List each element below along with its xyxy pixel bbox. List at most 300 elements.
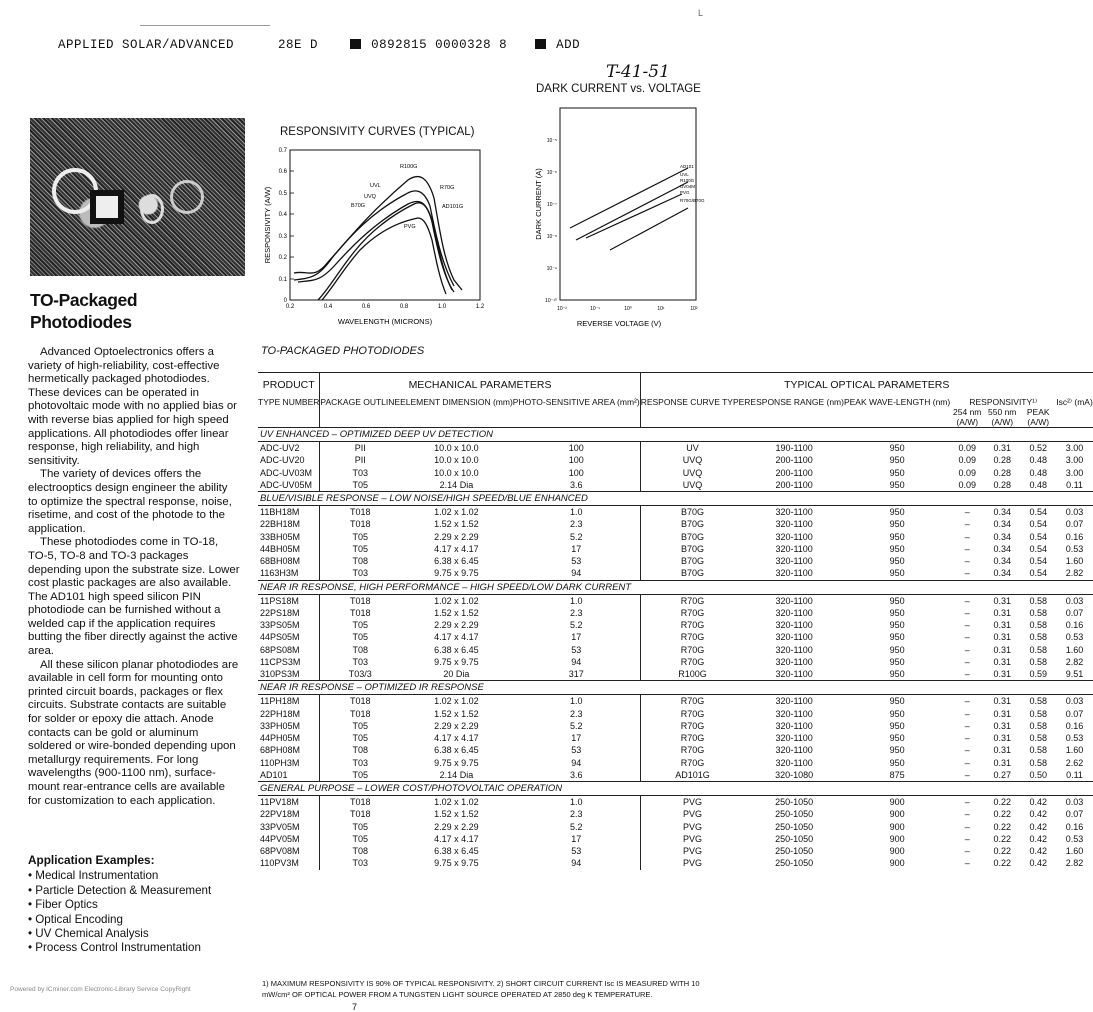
table-cell: T05 [320,619,400,631]
table-cell: 6.38 x 6.45 [434,745,479,756]
y-tick: 10⁻¹⁰ [545,298,557,304]
page-title [30,289,137,333]
table-cell: 0.16 [1065,620,1084,630]
table-cell: 0.48 [1029,479,1047,490]
table-cell: 320-1100 [775,669,813,679]
table-cell: 110PH3M [260,757,300,768]
table-cell: 0.42 [1029,797,1047,807]
table-cell: 0.22 [993,821,1012,832]
table-cell: 320-1100 [775,531,813,542]
table-cell: 0.11 [1066,769,1083,780]
table-cell: 950 [889,455,905,466]
table-row [258,668,1093,681]
table-cell: 1.02 x 1.02 [434,595,479,606]
table-cell: 5.2 [569,720,583,731]
table-cell: 950 [889,479,905,490]
table-cell: 22PV18M [260,809,300,820]
table-cell: 0.31 [993,595,1012,606]
table-cell: 10.0 x 10.0 [434,455,479,466]
table-cell: 20 Dia [443,669,470,679]
table-cell: 1.0 [569,595,583,606]
table-cell: 0.48 [1029,467,1047,478]
table-row [258,732,1093,744]
table-cell: 0.07 [1065,607,1084,618]
section-title: UV ENHANCED – OPTIMIZED DEEP UV DETECTION [258,428,1093,442]
application-item: • Medical Instrumentation [28,869,211,883]
table-cell: 5.2 [569,531,583,542]
x-tick: 10⁰ [624,306,632,312]
table-cell: T018 [320,695,400,708]
table-cell: 320-1100 [775,543,813,554]
table-cell: 100 [568,443,584,453]
col-header: 254 nm (A/W) [953,407,982,427]
table-cell: 200-1100 [775,467,813,478]
y-tick: 10⁻⁹ [546,266,557,272]
table-cell: 4.17 x 4.17 [434,733,479,743]
table-cell: R70G [640,732,744,744]
table-cell: 0.54 [1029,507,1047,517]
table-cell: 950 [889,733,905,743]
table-cell: 950 [889,595,905,606]
table-cell: 0.31 [993,644,1012,655]
table-cell: 320-1100 [775,556,813,566]
table-cell: 1.60 [1065,745,1084,756]
table-cell: T018 [320,607,400,619]
table-cell: 0.53 [1065,833,1084,844]
table-cell: 0.31 [993,669,1012,679]
table-cell: 320-1100 [775,757,813,768]
table-cell: 320-1100 [775,519,813,530]
x-tick: 10¹ [657,306,665,312]
table-cell: 950 [889,507,905,517]
table-cell: – [964,519,970,530]
line-label: R70G/B70G [680,198,705,203]
table-cell: 3.00 [1065,455,1084,466]
table-cell: – [964,543,970,554]
table-cell: 0.58 [1029,607,1047,618]
table-cell: 0.31 [993,745,1012,756]
table-cell: 33PH05M [260,720,301,731]
col-header: ELEMENT DIMENSION (mm) [400,397,513,407]
table-cell: – [964,757,970,768]
table-cell: 17 [571,632,582,643]
table-cell: 0.09 [958,455,977,466]
table-cell: 320-1100 [775,507,813,517]
table-cell: 0.34 [993,519,1012,530]
table-cell: 320-1100 [775,607,813,618]
dark-ylabel: DARK CURRENT (A) [534,168,543,240]
table-cell: B70G [640,518,744,530]
col-header: RESPONSE CURVE TYPE [640,397,744,428]
company-name: APPLIED SOLAR/ADVANCED [58,38,235,52]
table-cell: – [964,595,970,606]
table-cell: 4.17 x 4.17 [434,833,479,844]
table-cell: 250-1050 [775,858,814,869]
table-cell: 0.31 [993,720,1012,731]
y-tick: 0.7 [278,148,287,154]
table-cell: 9.75 x 9.75 [434,858,479,869]
table-cell: – [964,632,970,643]
table-cell: 0.31 [993,443,1012,453]
table-cell: 6.38 x 6.45 [434,644,479,655]
header-number: 0892815 0000328 8 [371,38,508,52]
table-cell: 0.52 [1029,443,1047,453]
table-cell: 33BH05M [260,531,301,542]
col-header-responsivity [950,397,1056,428]
table-cell: T05 [320,732,400,744]
table-cell: 320-1100 [775,720,813,731]
x-tick: 0.4 [323,304,333,310]
table-cell: – [964,769,970,780]
table-row [258,833,1093,845]
header-suffix: ADD [556,38,581,52]
table-cell: 44PV05M [260,833,300,844]
table-row [258,619,1093,631]
table-cell: 250-1050 [775,821,814,832]
table-cell: – [964,620,970,630]
table-cell: 2.29 x 2.29 [434,531,479,542]
table-row [258,631,1093,643]
table-cell: 0.42 [1029,821,1047,832]
dark-line [610,208,688,250]
table-cell: 68PH08M [260,745,301,756]
table-cell: 900 [889,846,905,856]
table-cell: – [964,656,970,667]
dark-line [576,182,688,240]
table-row [258,644,1093,656]
responsivity-chart [258,140,500,335]
table-cell: B70G [640,506,744,519]
page-number: 7 [352,1002,358,1012]
col-header: PEAK (A/W) [1026,407,1050,427]
table-cell: 950 [889,519,905,530]
curve-label: AD101G [442,204,464,210]
table-section-header [258,492,1093,506]
table-row [258,821,1093,833]
table-cell: B70G [640,567,744,580]
line-label: R100G [680,178,695,183]
table-row [258,518,1093,530]
table-cell: 10.0 x 10.0 [434,467,479,478]
table-cell: R70G [640,607,744,619]
table-cell: 0.42 [1029,809,1047,820]
table-cell: 320-1100 [775,568,813,579]
table-cell: – [964,568,970,579]
table-row [258,769,1093,782]
table-cell: 3.6 [569,479,583,490]
table-cell: 950 [889,757,905,768]
table-cell: 200-1100 [775,479,813,490]
table-cell: – [964,833,970,844]
table-cell: 0.31 [993,757,1012,768]
table-cell: – [964,733,970,743]
col-header: TYPE NUMBER [258,397,320,407]
table-cell: R100G [640,668,744,681]
table-cell: PVG [640,796,744,809]
section-title: GENERAL PURPOSE – LOWER COST/PHOTOVOLTAIC OPERATION [258,782,1093,796]
table-cell: PVG [640,845,744,857]
x-tick: 1.2 [475,304,485,310]
table-row [258,845,1093,857]
table-cell: 900 [889,809,905,820]
table-row [258,708,1093,720]
table-cell: 0.31 [993,632,1012,643]
table-cell: T08 [320,845,400,857]
table-cell: 2.14 Dia [439,479,474,490]
table-cell: 0.31 [993,733,1012,743]
table-cell: 33PS05M [260,620,300,630]
table-cell: ADC-UV2 [260,443,300,453]
line-label: PVG [680,190,690,195]
table-cell: 950 [889,531,905,542]
table-cell: T05 [320,769,400,782]
title-line: Photodiodes [30,312,132,332]
table-section-header [258,428,1093,442]
table-cell: 0.09 [958,467,977,478]
application-item: • Particle Detection & Measurement [28,884,211,898]
footnote: 1) MAXIMUM RESPONSIVITY IS 90% OF TYPICAL RESPONSIVITY. 2) SHORT CIRCUIT CURRENT Isc IS MEASURED WITH 10 mW/cm² OF OPTICAL POWER FROM A TUNGSTEN LIGHT SOURCE OPERATED AT 2850 deg K TEMPERATURE. [262,979,700,999]
line-label: AD101 [680,164,694,169]
table-cell: T08 [320,644,400,656]
x-tick: 10⁻² [557,306,567,312]
table-cell: 44BH05M [260,543,301,554]
table-cell: 0.16 [1065,821,1084,832]
table-cell: – [964,858,970,869]
table-cell: 900 [889,833,905,844]
table-row [258,720,1093,732]
table-row [258,467,1093,479]
table-cell: 0.58 [1029,632,1047,643]
table-cell: 11PS18M [260,595,299,606]
table-cell: 22PH18M [260,708,301,719]
table-cell: 0.16 [1065,531,1084,542]
table-cell: T05 [320,833,400,845]
table-cell: 17 [571,833,582,844]
table-cell: R70G [640,656,744,668]
table-cell: 0.03 [1065,595,1084,606]
application-item: • Fiber Optics [28,898,211,912]
col-header: PEAK WAVE-LENGTH (nm) [843,397,951,407]
table-cell: 950 [889,696,905,707]
y-tick: 10⁻⁶ [546,170,557,176]
x-tick: 1.0 [437,304,447,310]
y-tick: 10⁻⁸ [546,234,557,240]
table-cell: 320-1100 [775,620,813,630]
table-cell: 0.34 [993,556,1012,566]
table-cell: 950 [889,644,905,655]
table-cell: 0.34 [993,507,1012,517]
table-cell: R70G [640,720,744,732]
table-row [258,442,1093,455]
table-cell: 94 [571,656,582,667]
table-cell: T05 [320,821,400,833]
table-cell: 11CPS3M [260,656,301,667]
table-row [258,808,1093,820]
table-cell: 1.02 x 1.02 [434,696,479,707]
table-cell: 200-1100 [775,455,813,466]
table-cell: 53 [571,745,582,756]
group-header: MECHANICAL PARAMETERS [320,373,640,398]
dark-line [586,194,682,238]
table-cell: 0.09 [958,479,977,490]
table-row [258,744,1093,756]
table-cell: 1.02 x 1.02 [434,797,479,807]
table-cell: 320-1100 [775,632,813,643]
curve-label: UVL [370,183,381,189]
table-row [258,479,1093,492]
table-cell: 0.22 [993,809,1012,820]
table-cell: R70G [640,594,744,607]
table-cell: 1.60 [1065,846,1084,856]
table-cell: 0.42 [1029,846,1047,856]
table-cell: 6.38 x 6.45 [434,846,479,856]
table-cell: ADC-UV20 [260,455,305,466]
table-cell: 0.58 [1029,720,1047,731]
table-cell: 0.34 [993,568,1012,579]
application-item: • UV Chemical Analysis [28,927,211,941]
table-cell: 2.3 [569,607,583,618]
table-cell: 6.38 x 6.45 [434,556,479,566]
intro-text [28,346,240,808]
table-cell: 0.34 [993,531,1012,542]
table-cell: 0.59 [1029,669,1047,679]
table-cell: 3.00 [1065,467,1084,478]
table-cell: 0.31 [993,696,1012,707]
table-cell: 250-1050 [775,797,814,807]
table-cell: PVG [640,833,744,845]
header-code: 28E D [278,38,319,52]
table-cell: 68BH08M [260,556,301,566]
table-cell: 0.53 [1065,733,1084,743]
table-cell: 1.60 [1065,644,1084,655]
table-cell: T018 [320,708,400,720]
table-cell: 22PS18M [260,607,300,618]
table-cell: 0.07 [1065,809,1084,820]
table-row [258,543,1093,555]
table-cell: – [964,846,970,856]
table-cell: 320-1100 [775,708,813,719]
table-cell: 0.31 [993,708,1012,719]
table-cell: T05 [320,479,400,492]
table-cell: 0.53 [1065,543,1084,554]
table-cell: – [964,696,970,707]
group-header: TYPICAL OPTICAL PARAMETERS [640,373,1093,398]
table-row [258,454,1093,466]
table-cell: 3.6 [569,769,583,780]
intro-paragraph: All these silicon planar photodiodes are available in cell form for mounting onto printed circuit boards, packages or flex circuits. Substrate contacts are suitable for solder or epoxy die attach. Anode contacts can be gold or aluminum soldered or wire-bonded depending upon metallurgy requirements. For long wavelengths (900-1100 nm), surface-mount rear-entrance cells are available for customization to each application. [28,658,239,807]
table-cell: T018 [320,518,400,530]
table-section-header [258,580,1093,594]
curve-label: PVG [404,224,416,230]
table-cell: 0.31 [993,620,1012,630]
table-row [258,531,1093,543]
table-cell: 5.2 [569,620,583,630]
table-cell: 0.54 [1029,543,1047,554]
table-row [258,506,1093,519]
handwritten-code: T-41-51 [606,62,670,82]
table-cell: 0.58 [1029,696,1047,707]
barcode-block-icon [535,39,546,49]
table-cell: – [964,745,970,756]
section-title: NEAR IR RESPONSE – OPTIMIZED IR RESPONSE [258,681,1093,695]
table-cell: UVQ [640,454,744,466]
table-cell: 1.60 [1065,556,1084,566]
table-cell: 900 [889,821,905,832]
table-cell: – [964,669,970,679]
table-cell: UVQ [640,467,744,479]
table-cell: 950 [889,745,905,756]
table-cell: 0.31 [993,656,1012,667]
table-cell: 0.54 [1029,519,1047,530]
table-cell: 0.58 [1029,708,1047,719]
curve-label: UVQ [364,194,376,200]
table-cell: 68PV08M [260,846,300,856]
table-cell: T018 [320,594,400,607]
table-cell: 1.52 x 1.52 [434,809,479,820]
table-cell: 0.07 [1065,519,1084,530]
table-cell: – [964,809,970,820]
application-item: • Optical Encoding [28,913,211,927]
table-cell: 1.52 x 1.52 [434,607,479,618]
table-cell: 2.3 [569,519,583,530]
table-cell: R70G [640,631,744,643]
x-tick: 10⁻¹ [590,306,600,312]
x-tick: 10² [690,306,698,312]
table-cell: 250-1050 [775,846,814,856]
table-cell: 0.22 [993,833,1012,844]
product-photo [30,118,245,276]
table-cell: 2.82 [1065,568,1084,579]
table-cell: R70G [640,708,744,720]
dark-xlabel: REVERSE VOLTAGE (V) [576,319,662,328]
col-header: Isc²⁾ (mA) [1056,397,1093,407]
table-row [258,567,1093,580]
curve-label: R100G [400,164,418,170]
table-cell: – [964,797,970,807]
y-tick: 0 [283,298,287,304]
table-cell: 44PH05M [260,733,301,743]
table-cell: 5.2 [569,821,583,832]
table-cell: 1.0 [569,507,583,517]
table-cell: 320-1100 [775,644,813,655]
page-header [58,38,600,52]
table-cell: ADC-UV05M [260,479,313,490]
table-cell: – [964,720,970,731]
x-tick: 0.8 [399,304,409,310]
table-cell: 950 [889,669,905,679]
table-cell: T03 [320,757,400,769]
table-cell: T08 [320,555,400,567]
applications-list [28,853,211,956]
table-cell: 950 [889,607,905,618]
table-cell: T018 [320,808,400,820]
table-cell: 9.75 x 9.75 [434,656,479,667]
table-cell: T03 [320,656,400,668]
table-cell: 2.29 x 2.29 [434,821,479,832]
applications-heading: Application Examples: [28,853,155,867]
table-cell: 33PV05M [260,821,300,832]
table-cell: 950 [889,656,905,667]
col-header: PHOTO-SENSITIVE AREA (mm²) [512,397,640,407]
table-row [258,695,1093,708]
table-cell: 0.58 [1029,644,1047,655]
table-cell: 950 [889,708,905,719]
table-row [258,607,1093,619]
responsivity-ylabel: RESPONSIVITY (A/W) [263,186,272,264]
table-cell: 950 [889,543,905,554]
table-cell: 250-1050 [775,809,814,820]
table-cell: 110PV3M [260,858,299,869]
